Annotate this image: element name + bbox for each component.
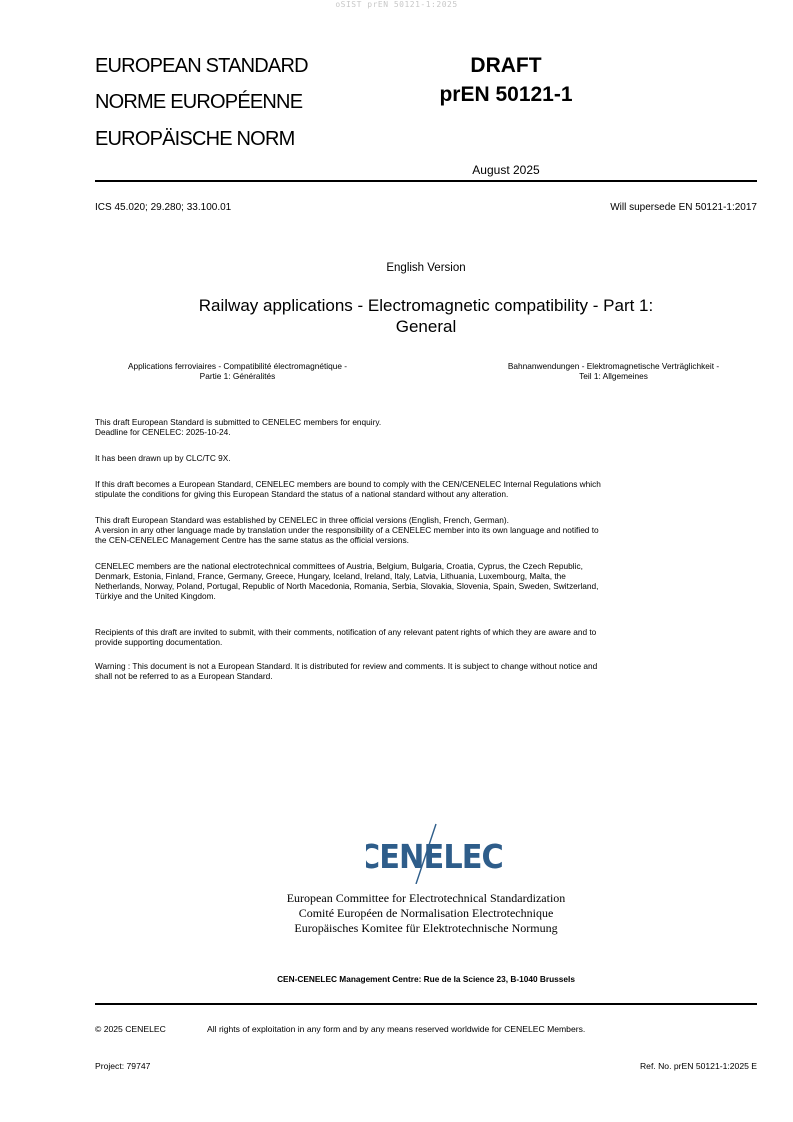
footer-rule <box>95 1003 757 1005</box>
german-title-line-1: Bahnanwendungen - Elektromagnetische Verträglichkeit - <box>507 361 720 371</box>
reference-number: Ref. No. prEN 50121-1:2025 E <box>639 1061 757 1071</box>
ics-codes: ICS 45.020; 29.280; 33.100.01 <box>95 202 232 213</box>
german-title-line-2: Teil 1: Allgemeines <box>579 371 648 381</box>
committee-names <box>200 891 652 936</box>
header-rule <box>95 180 757 182</box>
cenelec-logo-text: CENELEC <box>366 838 503 877</box>
paragraph-versions: This draft European Standard was established by CENELEC in three official versions (English, French, German). A version in any other language made by translation under the responsibility of a CENELEC member into its own language and notified to the CEN-CENELEC Management Centre has the same status as the official versions. <box>95 515 599 545</box>
committee-english: European Committee for Electrotechnical Standardization <box>286 891 566 905</box>
standard-name-french: NORME EUROPÉENNE <box>95 91 303 113</box>
copyright: © 2025 CENELEC <box>95 1024 166 1034</box>
project-number: Project: 79747 <box>95 1061 151 1071</box>
language-version: English Version <box>386 262 466 274</box>
french-title-line-2: Partie 1: Généralités <box>199 371 276 381</box>
standard-name-english: EUROPEAN STANDARD <box>95 55 308 77</box>
document-title <box>95 295 757 337</box>
management-centre-address: CEN-CENELEC Management Centre: Rue de la Science 23, B-1040 Brussels <box>277 974 575 984</box>
rights-statement: All rights of exploitation in any form and by any means reserved worldwide for CENELEC Members. <box>207 1024 586 1034</box>
watermark: oSIST prEN 50121-1:2025 <box>335 0 458 9</box>
publication-date: August 2025 <box>472 163 540 177</box>
paragraph-enquiry: This draft European Standard is submitted to CENELEC members for enquiry. Deadline for CENELEC: 2025-10-24. <box>95 417 382 437</box>
title-line-2: General <box>395 317 457 336</box>
paragraph-drawn-up: It has been drawn up by CLC/TC 9X. <box>95 453 231 463</box>
standard-name-german: EUROPÄISCHE NORM <box>95 128 295 150</box>
french-title-line-1: Applications ferroviaires - Compatibilité électromagnétique - <box>127 361 348 371</box>
paragraph-members: CENELEC members are the national electrotechnical committees of Austria, Belgium, Bulgaria, Croatia, Cyprus, the Czech Republic, Denmark, Estonia, Finland, France, Germany, Greece, Hungary, Iceland, Ireland, Italy, Latvia, Lithuania, Luxembourg, Malta, the Netherlands, Norway, Poland, Portugal, Republic of North Macedonia, Romania, Serbia, Slovakia, Slovenia, Spain, Sweden, Switzerland, Türkiye and the United Kingdom. <box>95 561 599 601</box>
committee-french: Comité Européen de Normalisation Electrotechnique <box>298 906 554 920</box>
german-title <box>470 361 757 381</box>
paragraph-warning: Warning : This document is not a European Standard. It is distributed for review and comments. It is subject to change without notice and shall not be referred to as a European Standard. <box>95 661 598 681</box>
cenelec-logo-graphic <box>366 822 506 884</box>
draft-label: DRAFT <box>470 54 542 77</box>
french-title <box>95 361 380 381</box>
paragraph-obligations: If this draft becomes a European Standard, CENELEC members are bound to comply with the CEN/CENELEC Internal Regulations which stipulate the conditions for giving this European Standard the status of a national standard without any alteration. <box>95 479 601 499</box>
supersedes-note: Will supersede EN 50121-1:2017 <box>610 202 757 213</box>
cenelec-logo <box>366 822 506 884</box>
paragraph-patents: Recipients of this draft are invited to submit, with their comments, notification of any relevant patent rights of which they are aware and to provide supporting documentation. <box>95 627 597 647</box>
document-number: prEN 50121-1 <box>439 83 573 106</box>
committee-german: Europäisches Komitee für Elektrotechnische Normung <box>294 921 558 935</box>
title-line-1: Railway applications - Electromagnetic compatibility - Part 1: <box>198 296 654 315</box>
